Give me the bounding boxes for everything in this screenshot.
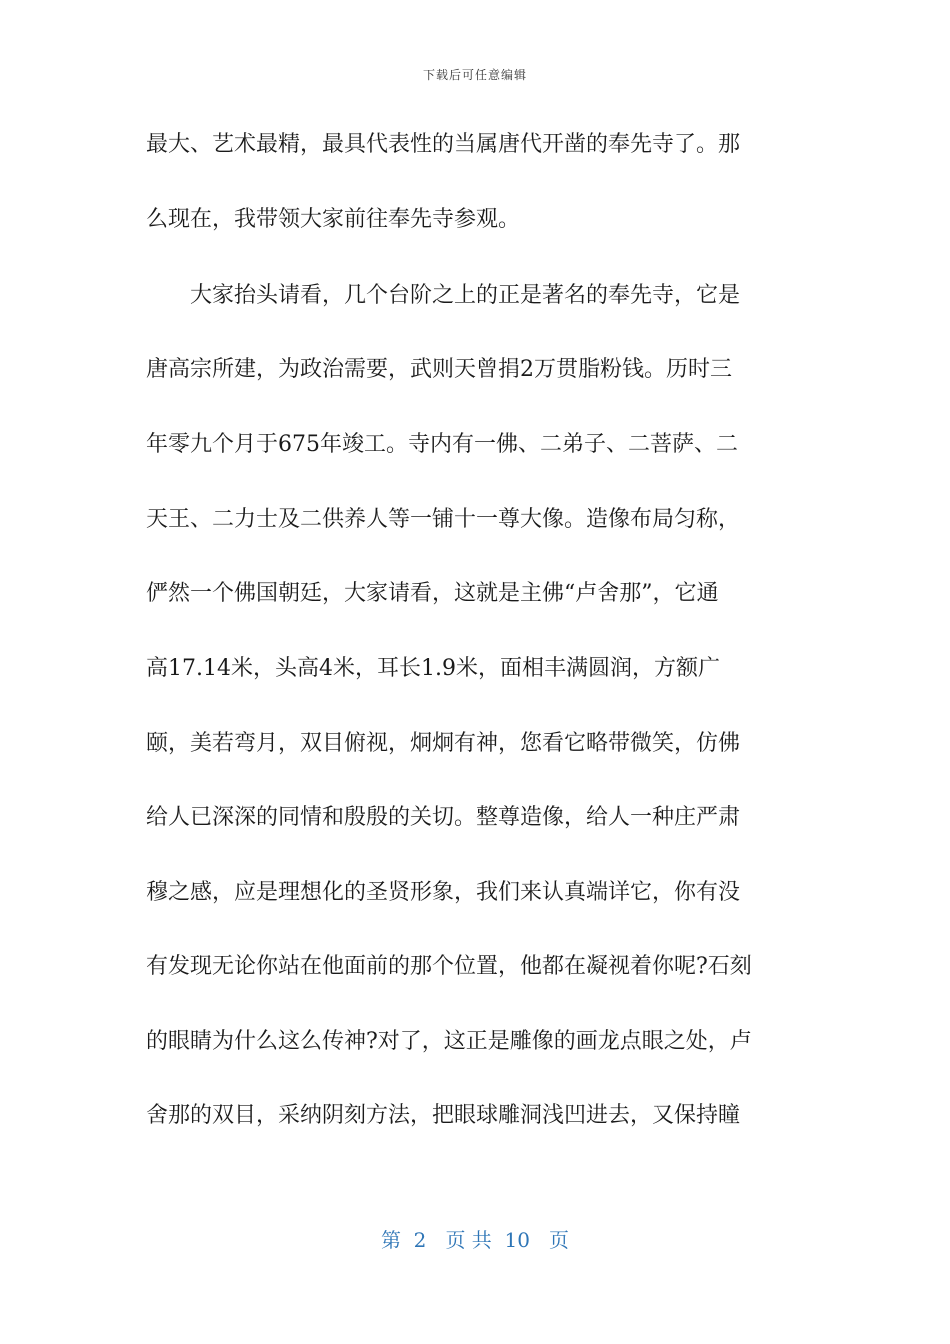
paragraph-first-line: 大家抬头请看，几个台阶之上的正是著名的奉先寺，它是 [190,283,741,308]
text-line: 俨然一个佛国朝廷，大家请看，这就是主佛“卢舍那”，它通 [146,581,719,606]
text-line: 有发现无论你站在他面前的那个位置，他都在凝视着你呢?石刻 [146,954,752,979]
page-footer: 第 2 页 共 10 页 [380,1228,570,1252]
text-line: 舍那的双目，采纳阴刻方法，把眼球雕洞浅凹进去，又保持瞳 [146,1103,741,1128]
text-line: 最大、艺术最精，最具代表性的当属唐代开凿的奉先寺了。那 [146,132,741,157]
text-line: 给人已深深的同情和殷殷的关切。整尊造像，给人一种庄严肃 [146,805,741,830]
text-line: 高17.14米，头高4米，耳长1.9米，面相丰满圆润，方额广 [146,656,720,681]
text-line: 穆之感，应是理想化的圣贤形象，我们来认真端详它，你有没 [146,880,741,905]
text-line: 颐，美若弯月，双目俯视，炯炯有神，您看它略带微笑，仿佛 [146,731,741,756]
text-line: 年零九个月于675年竣工。寺内有一佛、二弟子、二菩萨、二 [146,432,738,457]
text-line: 的眼睛为什么这么传神?对了，这正是雕像的画龙点眼之处，卢 [146,1029,752,1054]
page-header: 下载后可任意编辑 [422,68,527,82]
text-line: 么现在，我带领大家前往奉先寺参观。 [146,207,521,232]
text-line: 唐高宗所建，为政治需要，武则天曾捐2万贯脂粉钱。历时三 [146,357,732,382]
text-line: 天王、二力士及二供养人等一铺十一尊大像。造像布局匀称， [146,507,741,532]
